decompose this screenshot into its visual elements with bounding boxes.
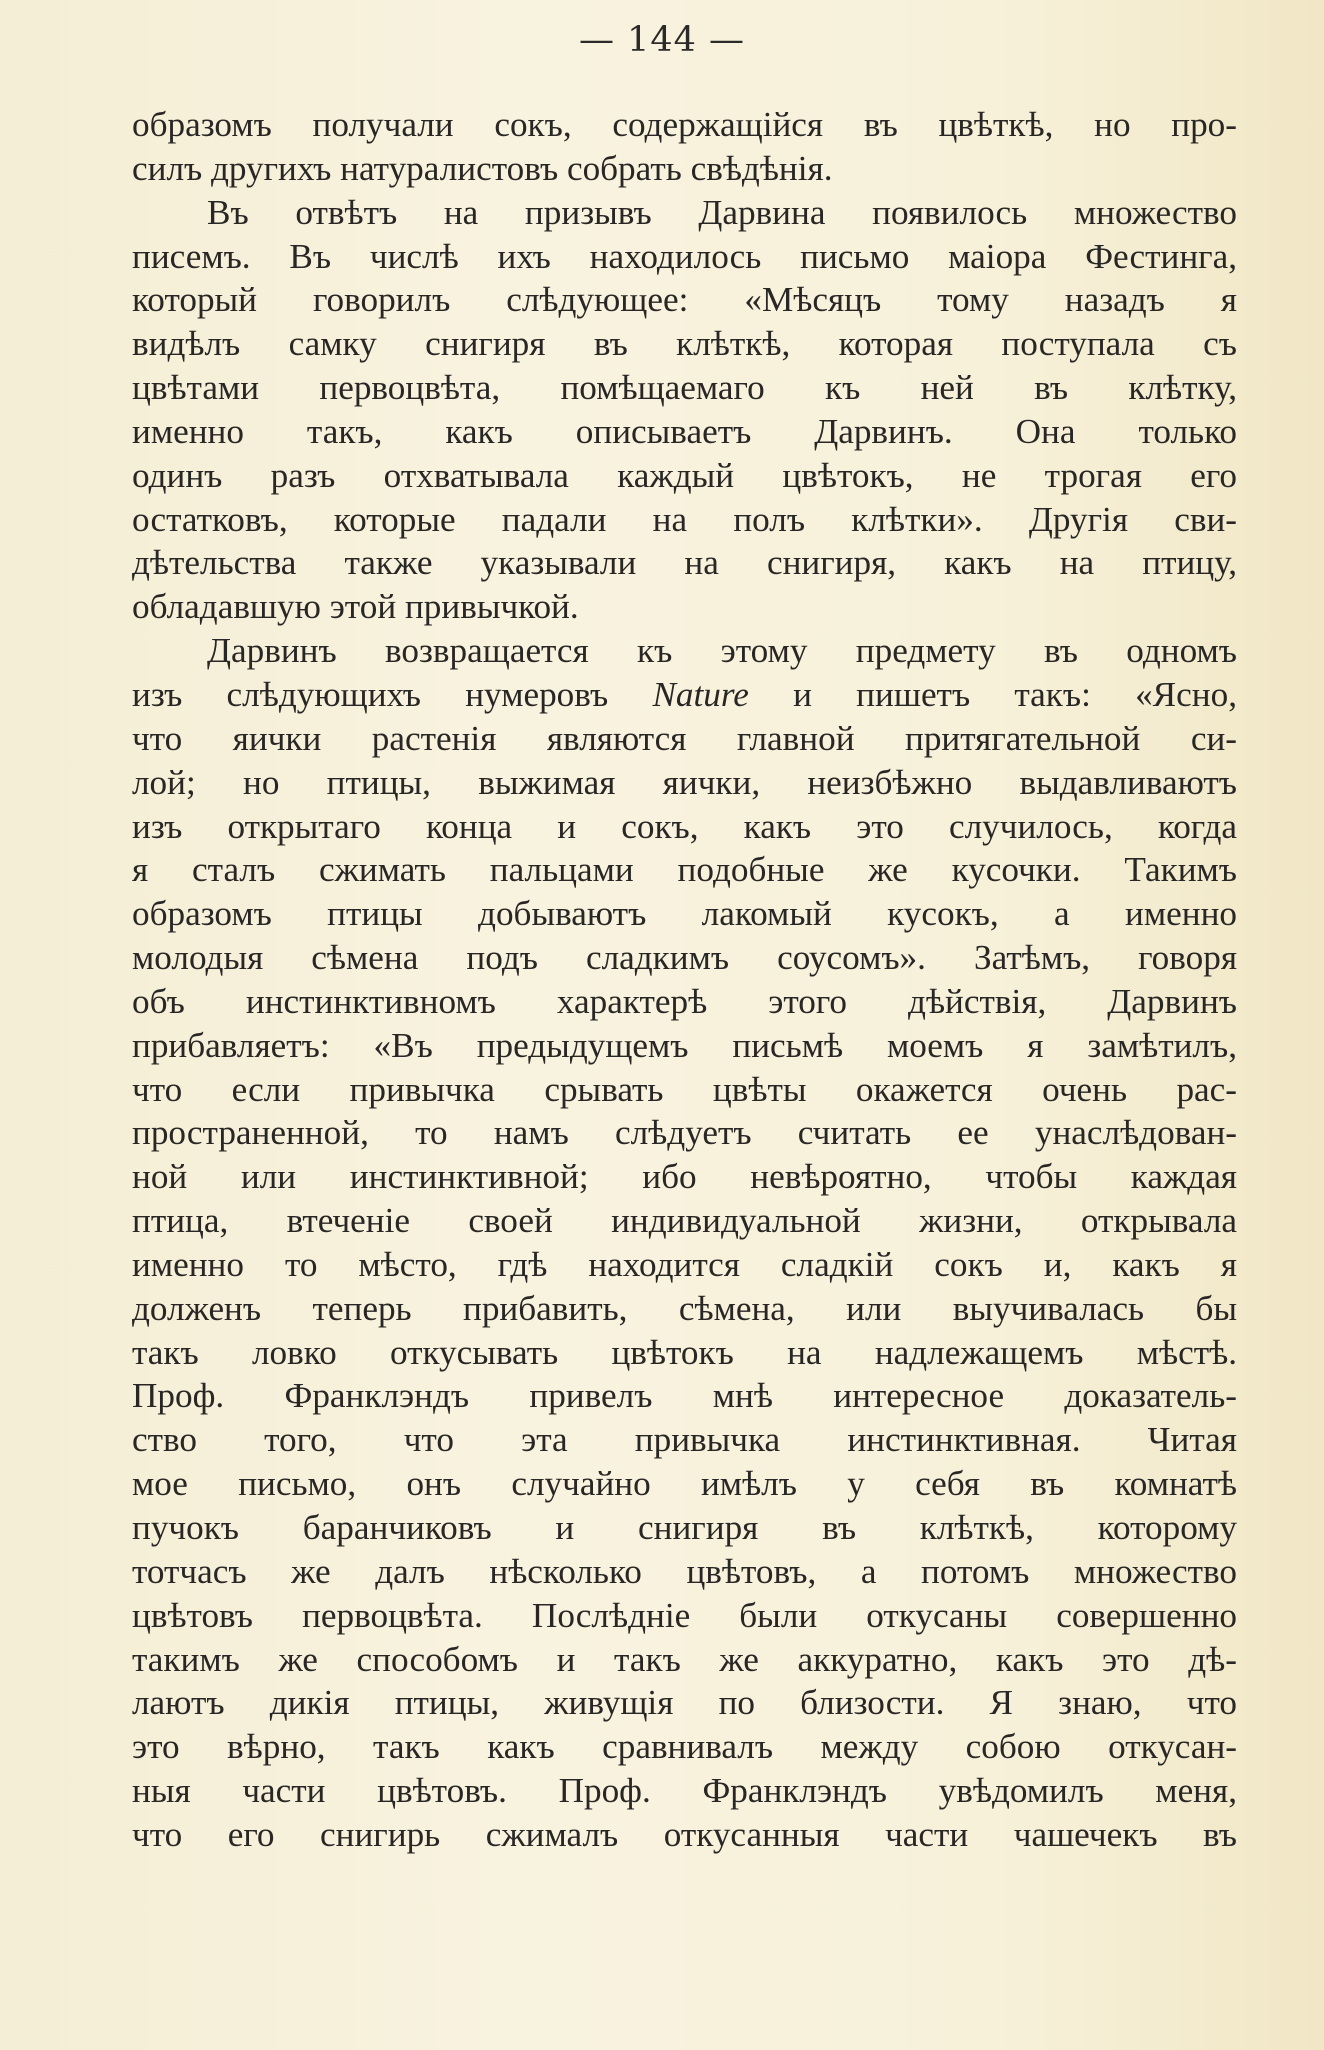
text-line: писемъ. Въ числѣ ихъ находилось письмо маіора Фестинга, xyxy=(132,236,1237,276)
text-line: ство того, что эта привычка инстинктивная. Читая xyxy=(132,1420,1237,1460)
italic-journal-title: Nature xyxy=(652,674,749,714)
text-line: именно то мѣсто, гдѣ находится сладкій сокъ и, какъ я xyxy=(132,1244,1237,1284)
text-line: обладавшую этой привычкой. xyxy=(132,587,579,627)
text-line: ныя части цвѣтовъ. Проф. Франклэндъ увѣдомилъ меня, xyxy=(132,1771,1237,1811)
text-line: прибавляетъ: «Въ предыдущемъ письмѣ моемъ я замѣтилъ, xyxy=(132,1025,1237,1065)
text-line: молодыя сѣмена подъ сладкимъ соусомъ». Затѣмъ, говоря xyxy=(132,938,1237,978)
text-line-segment: изъ слѣдующихъ нумеровъ xyxy=(132,674,653,714)
text-line: образомъ получали сокъ, содержащійся въ цвѣткѣ, но про- xyxy=(132,105,1237,144)
text-line: пучокъ баранчиковъ и снигиря въ клѣткѣ, которому xyxy=(132,1508,1237,1547)
text-line: долженъ теперь прибавить, сѣмена, или выучивалась бы xyxy=(132,1288,1237,1328)
text-line: что если привычка срывать цвѣты окажется очень рас- xyxy=(132,1069,1237,1109)
text-line: силъ другихъ натуралистовъ собрать свѣдѣнія. xyxy=(132,148,833,188)
text-line: цвѣтовъ первоцвѣта. Послѣдніе были откусаны совершенно xyxy=(132,1595,1237,1635)
text-line xyxy=(132,673,1237,717)
text-line: пространенной, то намъ слѣдуетъ считать ее унаслѣдован- xyxy=(132,1113,1237,1153)
body-text xyxy=(132,103,1237,1857)
text-line: что его снигирь сжималъ откусанныя части чашечекъ въ xyxy=(132,1814,1237,1854)
text-line: дѣтельства также указывали на снигиря, какъ на птицу, xyxy=(132,543,1237,583)
text-line: такъ ловко откусывать цвѣтокъ на надлежащемъ мѣстѣ. xyxy=(132,1332,1237,1372)
text-line: объ инстинктивномъ характерѣ этого дѣйствія, Дарвинъ xyxy=(132,981,1237,1021)
text-line: именно такъ, какъ описываетъ Дарвинъ. Она только xyxy=(132,411,1237,451)
text-line: Проф. Франклэндъ привелъ мнѣ интересное доказатель- xyxy=(132,1376,1237,1416)
text-line: изъ открытаго конца и сокъ, какъ это случилось, когда xyxy=(132,806,1237,846)
text-line: остатковъ, которые падали на полъ клѣтки». Другія сви- xyxy=(132,499,1237,539)
text-line: мое письмо, онъ случайно имѣлъ у себя въ комнатѣ xyxy=(132,1464,1237,1504)
text-line: такимъ же способомъ и такъ же аккуратно, какъ это дѣ- xyxy=(132,1639,1237,1679)
page-number: — 144 — xyxy=(578,20,746,60)
text-line: тотчасъ же далъ нѣсколько цвѣтовъ, а потомъ множество xyxy=(132,1551,1237,1591)
text-line: одинъ разъ отхватывала каждый цвѣтокъ, не трогая его xyxy=(132,455,1237,495)
text-line: это вѣрно, такъ какъ сравнивалъ между собою откусан- xyxy=(132,1727,1237,1767)
text-line: Въ отвѣтъ на призывъ Дарвина появилось множество xyxy=(207,192,1237,232)
text-line: видѣлъ самку снигиря въ клѣткѣ, которая поступала съ xyxy=(132,324,1237,364)
text-line: я сталъ сжимать пальцами подобные же кусочки. Такимъ xyxy=(132,850,1237,890)
text-line: образомъ птицы добываютъ лакомый кусокъ, а именно xyxy=(132,894,1237,934)
text-line: птица, втеченіе своей индивидуальной жизни, открывала xyxy=(132,1201,1237,1241)
text-line: который говорилъ слѣдующее: «Мѣсяцъ тому назадъ я xyxy=(132,280,1237,320)
text-line: ной или инстинктивной; ибо невѣроятно, чтобы каждая xyxy=(132,1157,1237,1197)
text-line: что яички растенія являются главной притягательной си- xyxy=(132,718,1237,758)
text-line: Дарвинъ возвращается къ этому предмету въ одномъ xyxy=(207,631,1237,671)
text-line: лаютъ дикія птицы, живущія по близости. Я знаю, что xyxy=(132,1683,1237,1723)
text-line: лой; но птицы, выжимая яички, неизбѣжно выдавливаютъ xyxy=(132,762,1237,802)
text-line-segment: и пишетъ такъ: «Ясно, xyxy=(748,674,1237,714)
text-line: цвѣтами первоцвѣта, помѣщаемаго къ ней въ клѣтку, xyxy=(132,368,1237,408)
